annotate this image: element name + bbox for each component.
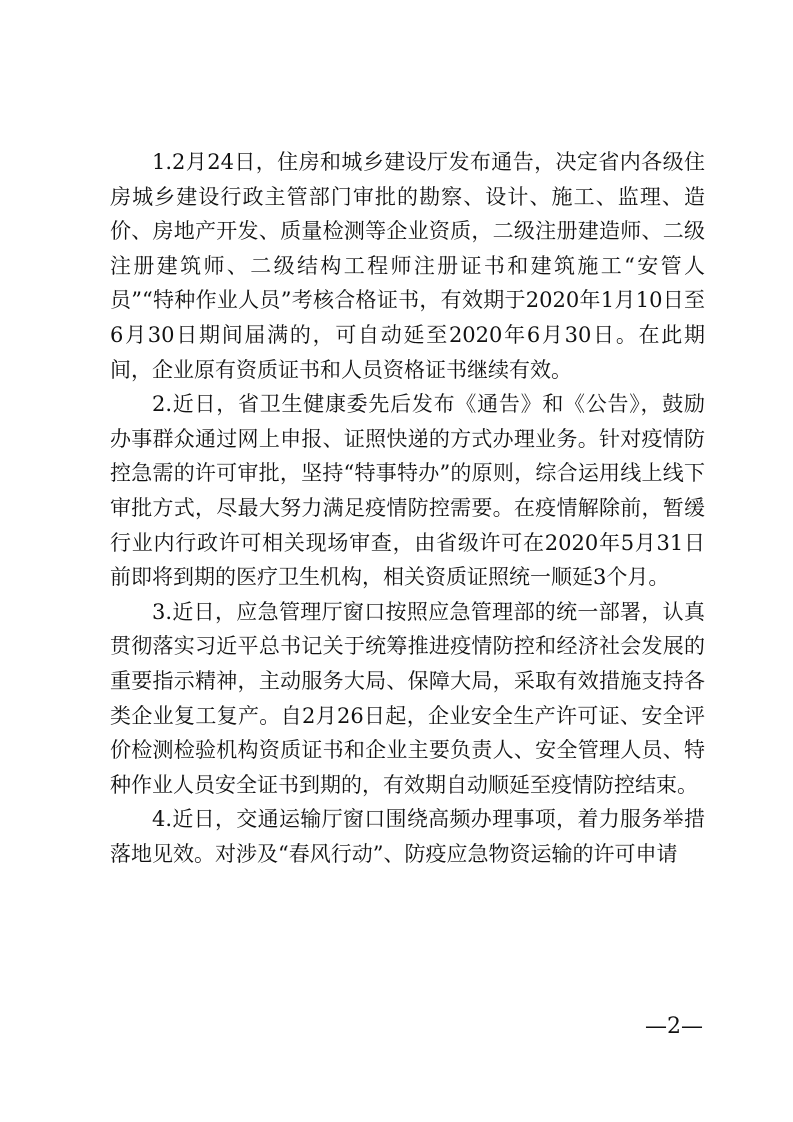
paragraph-1: 1.2月24日，住房和城乡建设厅发布通告，决定省内各级住房城乡建设行政主管部门审批的勘察、设计、施工、监理、造价、房地产开发、质量检测等企业资质，二级注册建造师、二级注册建筑师、二级结构工程师注册证书和建筑施工“安管人员”“特种作业人员”考核合格证书，有效期于2020年1月10日至6月30日期间届满的，可自动延至2020年6月30日。在此期间，企业原有资质证书和人员资格证书继续有效。 (110, 150, 705, 382)
page-number: —2— (645, 1014, 703, 1039)
paragraph-3: 3.近日，应急管理厅窗口按照应急管理部的统一部署，认真贯彻落实习近平总书记关于统筹推进疫情防控和经济社会发展的重要指示精神，主动服务大局、保障大局，采取有效措施支持各类企业复工复产。自2月26日起，企业安全生产许可证、安全评价检测检验机构资质证书和企业主要负责人、安全管理人员、特种作业人员安全证书到期的，有效期自动顺延至疫情防控结束。 (110, 599, 705, 797)
document-body (110, 145, 705, 871)
paragraph-4: 4.近日，交通运输厅窗口围绕高频办理事项，着力服务举措落地见效。对涉及“春风行动”、防疫应急物资运输的许可申请 (110, 807, 705, 866)
paragraph-2: 2.近日，省卫生健康委先后发布《通告》和《公告》，鼓励办事群众通过网上申报、证照快递的方式办理业务。针对疫情防控急需的许可审批，坚持“特事特办”的原则，综合运用线上线下审批方式，尽最大努力满足疫情防控需要。在疫情解除前，暂缓行业内行政许可相关现场审查，由省级许可在2020年5月31日前即将到期的医疗卫生机构，相关资质证照统一顺延3个月。 (110, 392, 705, 590)
